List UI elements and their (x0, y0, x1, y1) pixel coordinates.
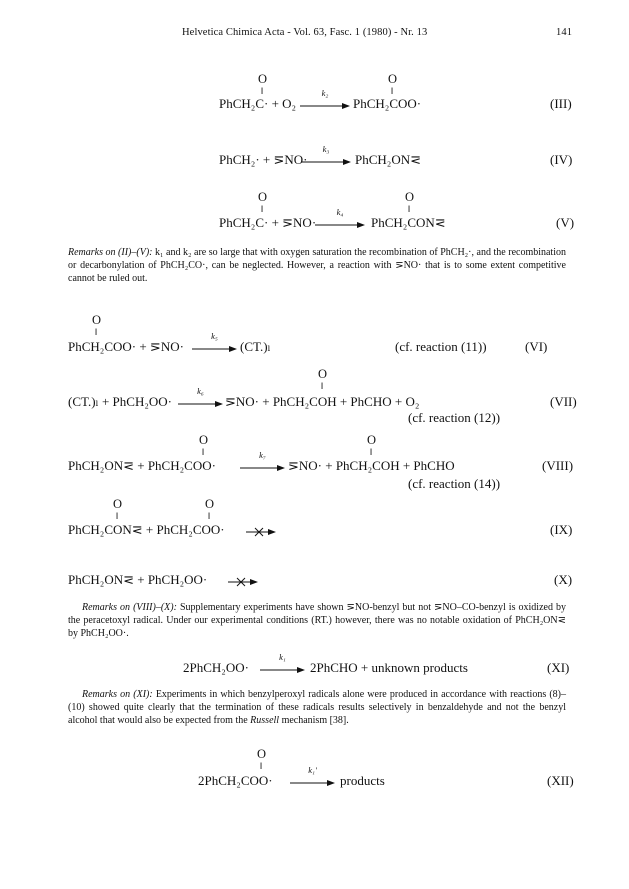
remarks-ii-v (68, 246, 566, 285)
eq4-arrow (301, 144, 351, 171)
eq7-label: (VII) (550, 394, 577, 409)
eq5-products: PhCH₂CON⋜ (371, 215, 446, 230)
eq10-reactants: PhCH₂ON⋜ + PhCH₂OO· (68, 572, 208, 587)
eq3-label: (III) (550, 96, 572, 111)
eq5-reactants: PhCH₂C· + ⋝NO· (219, 215, 317, 230)
remarks-viii-x-body: Supplementary experiments have shown ⋝NO-benzyl but not ⋝NO–CO-benzyl is oxidized by the peracetoxyl radical. Under our experimental conditions (RT.) however, there was no notable oxidation of PhCH₂ON⋜ by PhCH₂OO·. (68, 602, 566, 639)
eq7-cf: (cf. reaction (12)) (408, 410, 501, 425)
eq8-arrow (240, 450, 285, 477)
eq12-label: (XII) (547, 773, 574, 788)
eq5-arrow (315, 207, 365, 234)
remarks-ii-v-heading: Remarks on (II)–(V): (68, 247, 153, 258)
eq8-cf: (cf. reaction (14)) (408, 476, 501, 491)
page-number: 141 (556, 27, 573, 38)
eq7-arrow (178, 386, 223, 413)
eq5-bond-left: ‖ (261, 204, 264, 214)
eq6-arrow (192, 331, 237, 358)
eq11-rate-constant: k₁ (279, 652, 286, 663)
remarks-viii-x (68, 601, 566, 640)
eq9-oxygen-right: O (205, 497, 215, 511)
eq8-rate-constant: k₇ (259, 450, 266, 461)
eq8-bond-left: ‖ (202, 447, 205, 457)
remarks-xi-tail: mechanism [38]. (279, 715, 349, 726)
eq8-oxygen-right: O (367, 433, 377, 447)
eq11-reactants: 2PhCH₂OO· (183, 660, 249, 675)
eq12-reactants: 2PhCH₂COO· (198, 773, 273, 788)
eq10-label: (X) (554, 572, 573, 587)
remarks-xi-body: Experiments in which benzylperoxyl radicals alone were produced in accordance with reactions (8)–(10) showed quite clearly that the termination of these radicals results selectively in benzaldehyde and not the benzyl alcohol that would also be expected from the (68, 689, 566, 726)
eq8-label: (VIII) (542, 458, 574, 473)
eq3-bond-left: ‖ (261, 86, 264, 96)
remarks-xi-heading: Remarks on (XI): (82, 689, 153, 700)
eq8-bond-right: ‖ (370, 447, 373, 457)
eq6-cf: (cf. reaction (11)) (395, 339, 487, 354)
eq9-bond-right: ‖ (208, 511, 211, 521)
eq5-oxygen-right: O (405, 190, 415, 204)
eq9-reactants: PhCH₂CON⋜ + PhCH₂COO· (68, 522, 225, 537)
eq12-rate-constant: k₁' (308, 765, 317, 776)
eq7-products: ⋝NO· + PhCH₂COH + PhCHO + O₂ (225, 394, 420, 409)
eq6-oxygen: O (92, 313, 102, 327)
eq6-reactants: PhCH₂COO· + ⋝NO· (68, 339, 184, 354)
eq5-bond-right: ‖ (408, 204, 411, 214)
eq3-products: PhCH₂COO· (353, 96, 422, 111)
eq11-label: (XI) (547, 660, 570, 675)
eq3-arrow (300, 88, 350, 115)
eq4-rate-constant: k₃ (322, 144, 330, 155)
eq8-products: ⋝NO· + PhCH₂COH + PhCHO (288, 458, 455, 473)
eq5-oxygen-left: O (258, 190, 268, 204)
remarks-xi-russell: Russell (250, 715, 280, 726)
eq10-no-reaction-arrow (228, 574, 258, 592)
eq3-rate-constant: k₂ (321, 88, 329, 99)
eq12-oxygen: O (257, 747, 267, 761)
eq4-reactants: PhCH₂· + ⋝NO· (219, 152, 308, 167)
eq7-rate-constant: k₆ (197, 386, 204, 397)
eq9-label: (IX) (550, 522, 573, 537)
eq7-reactants: (CT.)ₗ + PhCH₂OO· (68, 394, 172, 409)
eq4-label: (IV) (550, 152, 573, 167)
eq12-products: products (340, 773, 385, 788)
eq8-reactants: PhCH₂ON⋜ + PhCH₂COO· (68, 458, 216, 473)
eq9-no-reaction-arrow (246, 524, 276, 542)
eq9-oxygen-left: O (113, 497, 123, 511)
eq6-bond: ‖ (95, 327, 98, 337)
eq11-products: 2PhCHO + unknown products (310, 660, 468, 675)
eq9-bond-left: ‖ (116, 511, 119, 521)
eq3-oxygen-left: O (258, 72, 268, 86)
eq6-rate-constant: k₅ (211, 331, 218, 342)
eq6-products: (CT.)ₗ (240, 339, 271, 354)
eq5-rate-constant: k₄ (336, 207, 344, 218)
eq5-label: (V) (556, 215, 575, 230)
remarks-viii-x-heading: Remarks on (VIII)–(X): (82, 602, 177, 613)
eq8-oxygen-left: O (199, 433, 209, 447)
eq7-oxygen: O (318, 367, 328, 381)
remarks-ii-v-body: k₁ and k₂ are so large that with oxygen saturation the recombination of PhCH₂·, and the recombination or decarbonylation of PhCH₂CO·, can be neglected. However, a reaction with ⋝NO· that is to some extent competitive cannot be ruled out. (68, 247, 566, 284)
eq12-arrow (290, 765, 335, 792)
remarks-xi (68, 688, 566, 727)
eq3-bond-right: ‖ (391, 86, 394, 96)
eq7-bond: ‖ (321, 381, 324, 391)
eq3-reactants: PhCH₂C· + O₂ (219, 96, 297, 111)
eq11-arrow (260, 652, 305, 679)
running-header: Helvetica Chimica Acta - Vol. 63, Fasc. 1 (1980) - Nr. 13 (182, 27, 428, 38)
eq6-label: (VI) (525, 339, 548, 354)
eq12-bond: ‖ (260, 761, 263, 771)
eq3-oxygen-right: O (388, 72, 398, 86)
eq4-products: PhCH₂ON⋜ (355, 152, 421, 167)
